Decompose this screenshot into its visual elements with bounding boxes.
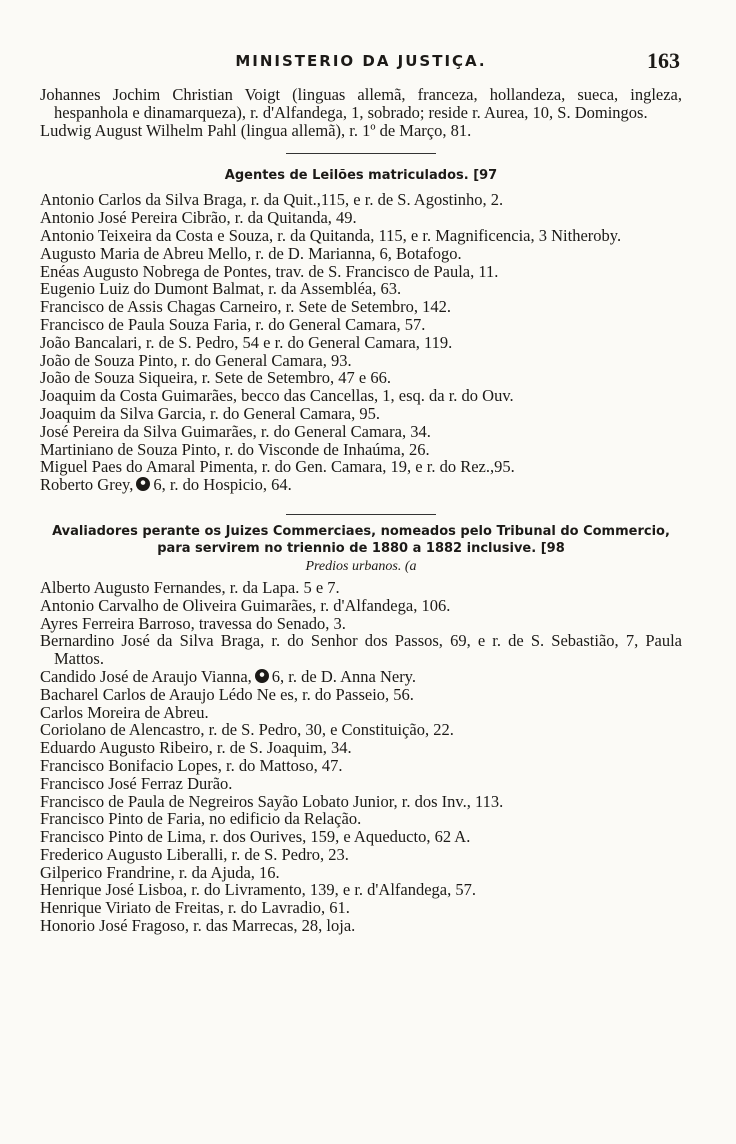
list-item: Antonio Carlos da Silva Braga, r. da Quit.,115, e r. de S. Agostinho, 2. [40, 190, 504, 210]
intro-entries [40, 86, 682, 139]
entry-name: Roberto Grey, [40, 475, 134, 495]
list-item: Antonio Carvalho de Oliveira Guimarães, r. d'Alfandega, 106. [40, 595, 451, 615]
page-title: MINISTERIO DA JUSTIÇA. [235, 52, 487, 70]
section-heading-avaliadores [40, 523, 682, 557]
page-header [40, 48, 682, 86]
list-item: Francisco de Paula Souza Faria, r. do General Camara, 57. [40, 314, 426, 334]
section-heading-line: Avaliadores perante os Juizes Commerciaes, nomeados pelo Tribunal do Commercio, [52, 523, 670, 539]
list-item [40, 668, 682, 686]
list-item: Antonio Teixeira da Costa e Souza, r. da Quitanda, 115, e r. Magnificencia, 3 Nitheroby. [40, 225, 622, 245]
avaliadores-list [40, 579, 682, 935]
list-item: Bernardino José da Silva Braga, r. do Senhor dos Passos, 69, e r. de S. Sebastião, 7, Paula Mattos. [40, 631, 682, 669]
subheading-predios: Predios urbanos. (a [305, 558, 417, 574]
list-item: Joaquim da Silva Garcia, r. do General Camara, 95. [40, 403, 380, 423]
list-item: Augusto Maria de Abreu Mello, r. de D. Marianna, 6, Botafogo. [40, 243, 462, 263]
list-item: Carlos Moreira de Abreu. [40, 702, 209, 722]
section-heading-line: para servirem no triennio de 1880 a 1882 inclusive. [98 [157, 540, 565, 556]
list-item: João de Souza Pinto, r. do General Camara, 93. [40, 350, 352, 370]
decoration-seal-icon [255, 669, 269, 683]
divider [286, 514, 436, 515]
list-item: Henrique Viriato de Freitas, r. do Lavradio, 61. [40, 898, 350, 918]
list-item: Gilperico Frandrine, r. da Ajuda, 16. [40, 862, 280, 882]
list-item: Johannes Jochim Christian Voigt (linguas allemã, franceza, hollandeza, sueca, ingleza, hespanhola e dinamarqueza), r. d'Alfandega, 1, sobrado; reside r. Aurea, 10, S. Domingos. [40, 85, 682, 122]
decoration-seal-icon [136, 477, 150, 491]
list-item: José Pereira da Silva Guimarães, r. do General Camara, 34. [40, 421, 431, 441]
list-item: Henrique José Lisboa, r. do Livramento, 139, e r. d'Alfandega, 57. [40, 880, 476, 900]
list-item: Coriolano de Alencastro, r. de S. Pedro, 30, e Constituição, 22. [40, 720, 454, 740]
list-item: Antonio José Pereira Cibrão, r. da Quitanda, 49. [40, 208, 357, 228]
list-item: Alberto Augusto Fernandes, r. da Lapa. 5 e 7. [40, 577, 340, 597]
list-item: Miguel Paes do Amaral Pimenta, r. do Gen. Camara, 19, e r. do Rez.,95. [40, 457, 515, 477]
list-item: Frederico Augusto Liberalli, r. de S. Pedro, 23. [40, 844, 349, 864]
list-item: Ludwig August Wilhelm Pahl (lingua allemã), r. 1º de Março, 81. [40, 120, 472, 140]
entry-address: 6, r. do Hospicio, 64. [153, 475, 292, 495]
list-item: Francisco José Ferraz Durão. [40, 773, 233, 793]
list-item: Francisco de Assis Chagas Carneiro, r. Sete de Setembro, 142. [40, 297, 452, 317]
entry-name: Candido José de Araujo Vianna, [40, 666, 252, 686]
list-item: Bacharel Carlos de Araujo Lédo Ne es, r. do Passeio, 56. [40, 684, 414, 704]
list-item: Honorio José Fragoso, r. das Marrecas, 28, loja. [40, 916, 356, 936]
list-item: Enéas Augusto Nobrega de Pontes, trav. de S. Francisco de Paula, 11. [40, 261, 499, 281]
list-item: Martiniano de Souza Pinto, r. do Visconde de Inhaúma, 26. [40, 439, 430, 459]
list-item: Francisco Pinto de Lima, r. dos Ourives, 159, e Aqueducto, 62 A. [40, 827, 471, 847]
agentes-list [40, 191, 682, 494]
list-item: Ayres Ferreira Barroso, travessa do Senado, 3. [40, 613, 346, 633]
list-item: João de Souza Siqueira, r. Sete de Setembro, 47 e 66. [40, 368, 392, 388]
divider [286, 153, 436, 154]
list-item: Joaquim da Costa Guimarães, becco das Cancellas, 1, esq. da r. do Ouv. [40, 386, 514, 406]
page-number: 163 [647, 48, 680, 73]
list-item [40, 476, 682, 494]
section-heading-agentes: Agentes de Leilões matriculados. [97 [224, 168, 498, 184]
list-item: Eduardo Augusto Ribeiro, r. de S. Joaquim, 34. [40, 738, 352, 758]
list-item: João Bancalari, r. de S. Pedro, 54 e r. do General Camara, 119. [40, 332, 453, 352]
list-item: Eugenio Luiz do Dumont Balmat, r. da Assembléa, 63. [40, 279, 402, 299]
list-item: Francisco Bonifacio Lopes, r. do Mattoso, 47. [40, 755, 343, 775]
list-item: Francisco de Paula de Negreiros Sayão Lobato Junior, r. dos Inv., 113. [40, 791, 504, 811]
entry-address: 6, r. de D. Anna Nery. [271, 666, 416, 686]
list-item: Francisco Pinto de Faria, no edificio da Relação. [40, 809, 362, 829]
